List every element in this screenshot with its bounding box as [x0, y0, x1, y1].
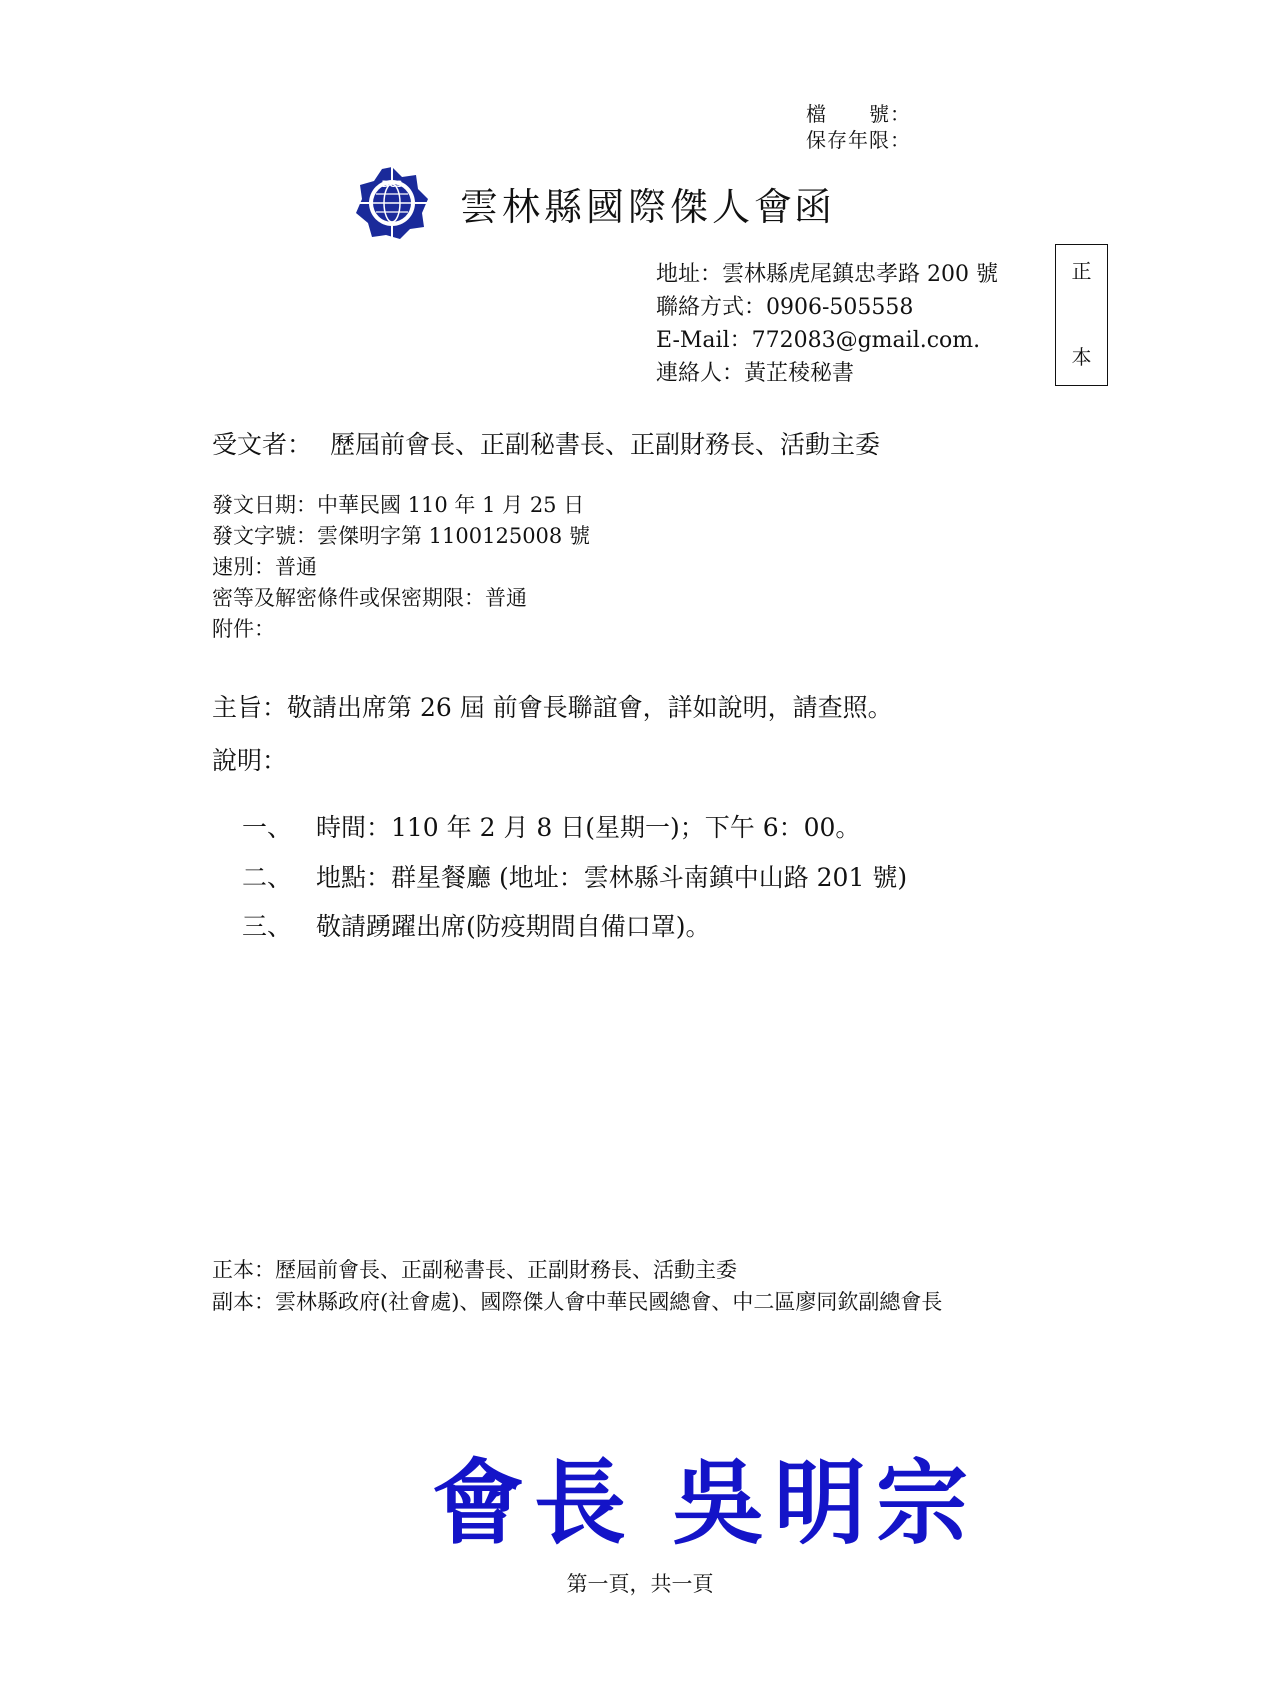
- phone-line: 聯絡方式：0906-505558: [656, 295, 914, 320]
- organization-name: 雲林縣國際傑人會: [460, 185, 797, 229]
- explanation-item-3: [242, 907, 711, 943]
- recipient-value: 歷屆前會長、正副秘書長、正副財務長、活動主委: [330, 430, 881, 459]
- item-number: 二、: [242, 863, 293, 892]
- file-number-label: 檔 號：: [806, 102, 911, 126]
- explanation-label: 說明：: [212, 746, 288, 775]
- copy-recipients: 副本：雲林縣政府(社會處)、國際傑人會中華民國總會、中二區廖同欽副總會長: [212, 1290, 943, 1314]
- explanation-item-2: [242, 858, 907, 894]
- item-number: 三、: [242, 912, 293, 941]
- address-line: 地址：雲林縣虎尾鎮忠孝路 200 號: [656, 262, 998, 287]
- item-text: 時間：110 年 2 月 8 日(星期一)；下午 6：00。: [316, 813, 861, 842]
- document-number: 發文字號：雲傑明字第 1100125008 號: [212, 524, 590, 548]
- speed-classification: 速別：普通: [212, 555, 317, 579]
- attachment-line: 附件：: [212, 617, 275, 641]
- item-text: 地點：群星餐廳 (地址：雲林縣斗南鎮中山路 201 號): [316, 863, 908, 892]
- item-text: 敬請踴躍出席(防疫期間自備口罩)。: [316, 912, 711, 941]
- explanation-item-1: [242, 808, 860, 844]
- box-bottom-char: 本: [1071, 345, 1092, 369]
- page-number: 第一頁，共一頁: [566, 1572, 714, 1596]
- email-line: E-Mail：772083@gmail.com.: [656, 328, 981, 353]
- retention-period-label: 保存年限：: [806, 128, 911, 152]
- signature-title: 會長: [432, 1450, 637, 1557]
- signature-name: 吳明宗: [672, 1450, 979, 1557]
- contact-person-line: 連絡人：黃芷稜秘書: [656, 361, 855, 386]
- document-type: 函: [794, 185, 837, 229]
- item-number: 一、: [242, 813, 293, 842]
- original-copy-box: [1055, 244, 1108, 386]
- secrecy-level: 密等及解密條件或保密期限：普通: [212, 586, 527, 610]
- original-recipients: 正本：歷屆前會長、正副秘書長、正副財務長、活動主委: [212, 1258, 737, 1282]
- subject-line: 主旨：敬請出席第 26 屆 前會長聯誼會，詳如說明，請查照。: [212, 693, 893, 722]
- issue-date: 發文日期：中華民國 110 年 1 月 25 日: [212, 493, 585, 517]
- box-top-char: 正: [1071, 259, 1092, 283]
- logo-text: DCS: [381, 180, 403, 190]
- recipient-label: 受文者：: [212, 430, 313, 459]
- dcs-logo: [354, 165, 430, 241]
